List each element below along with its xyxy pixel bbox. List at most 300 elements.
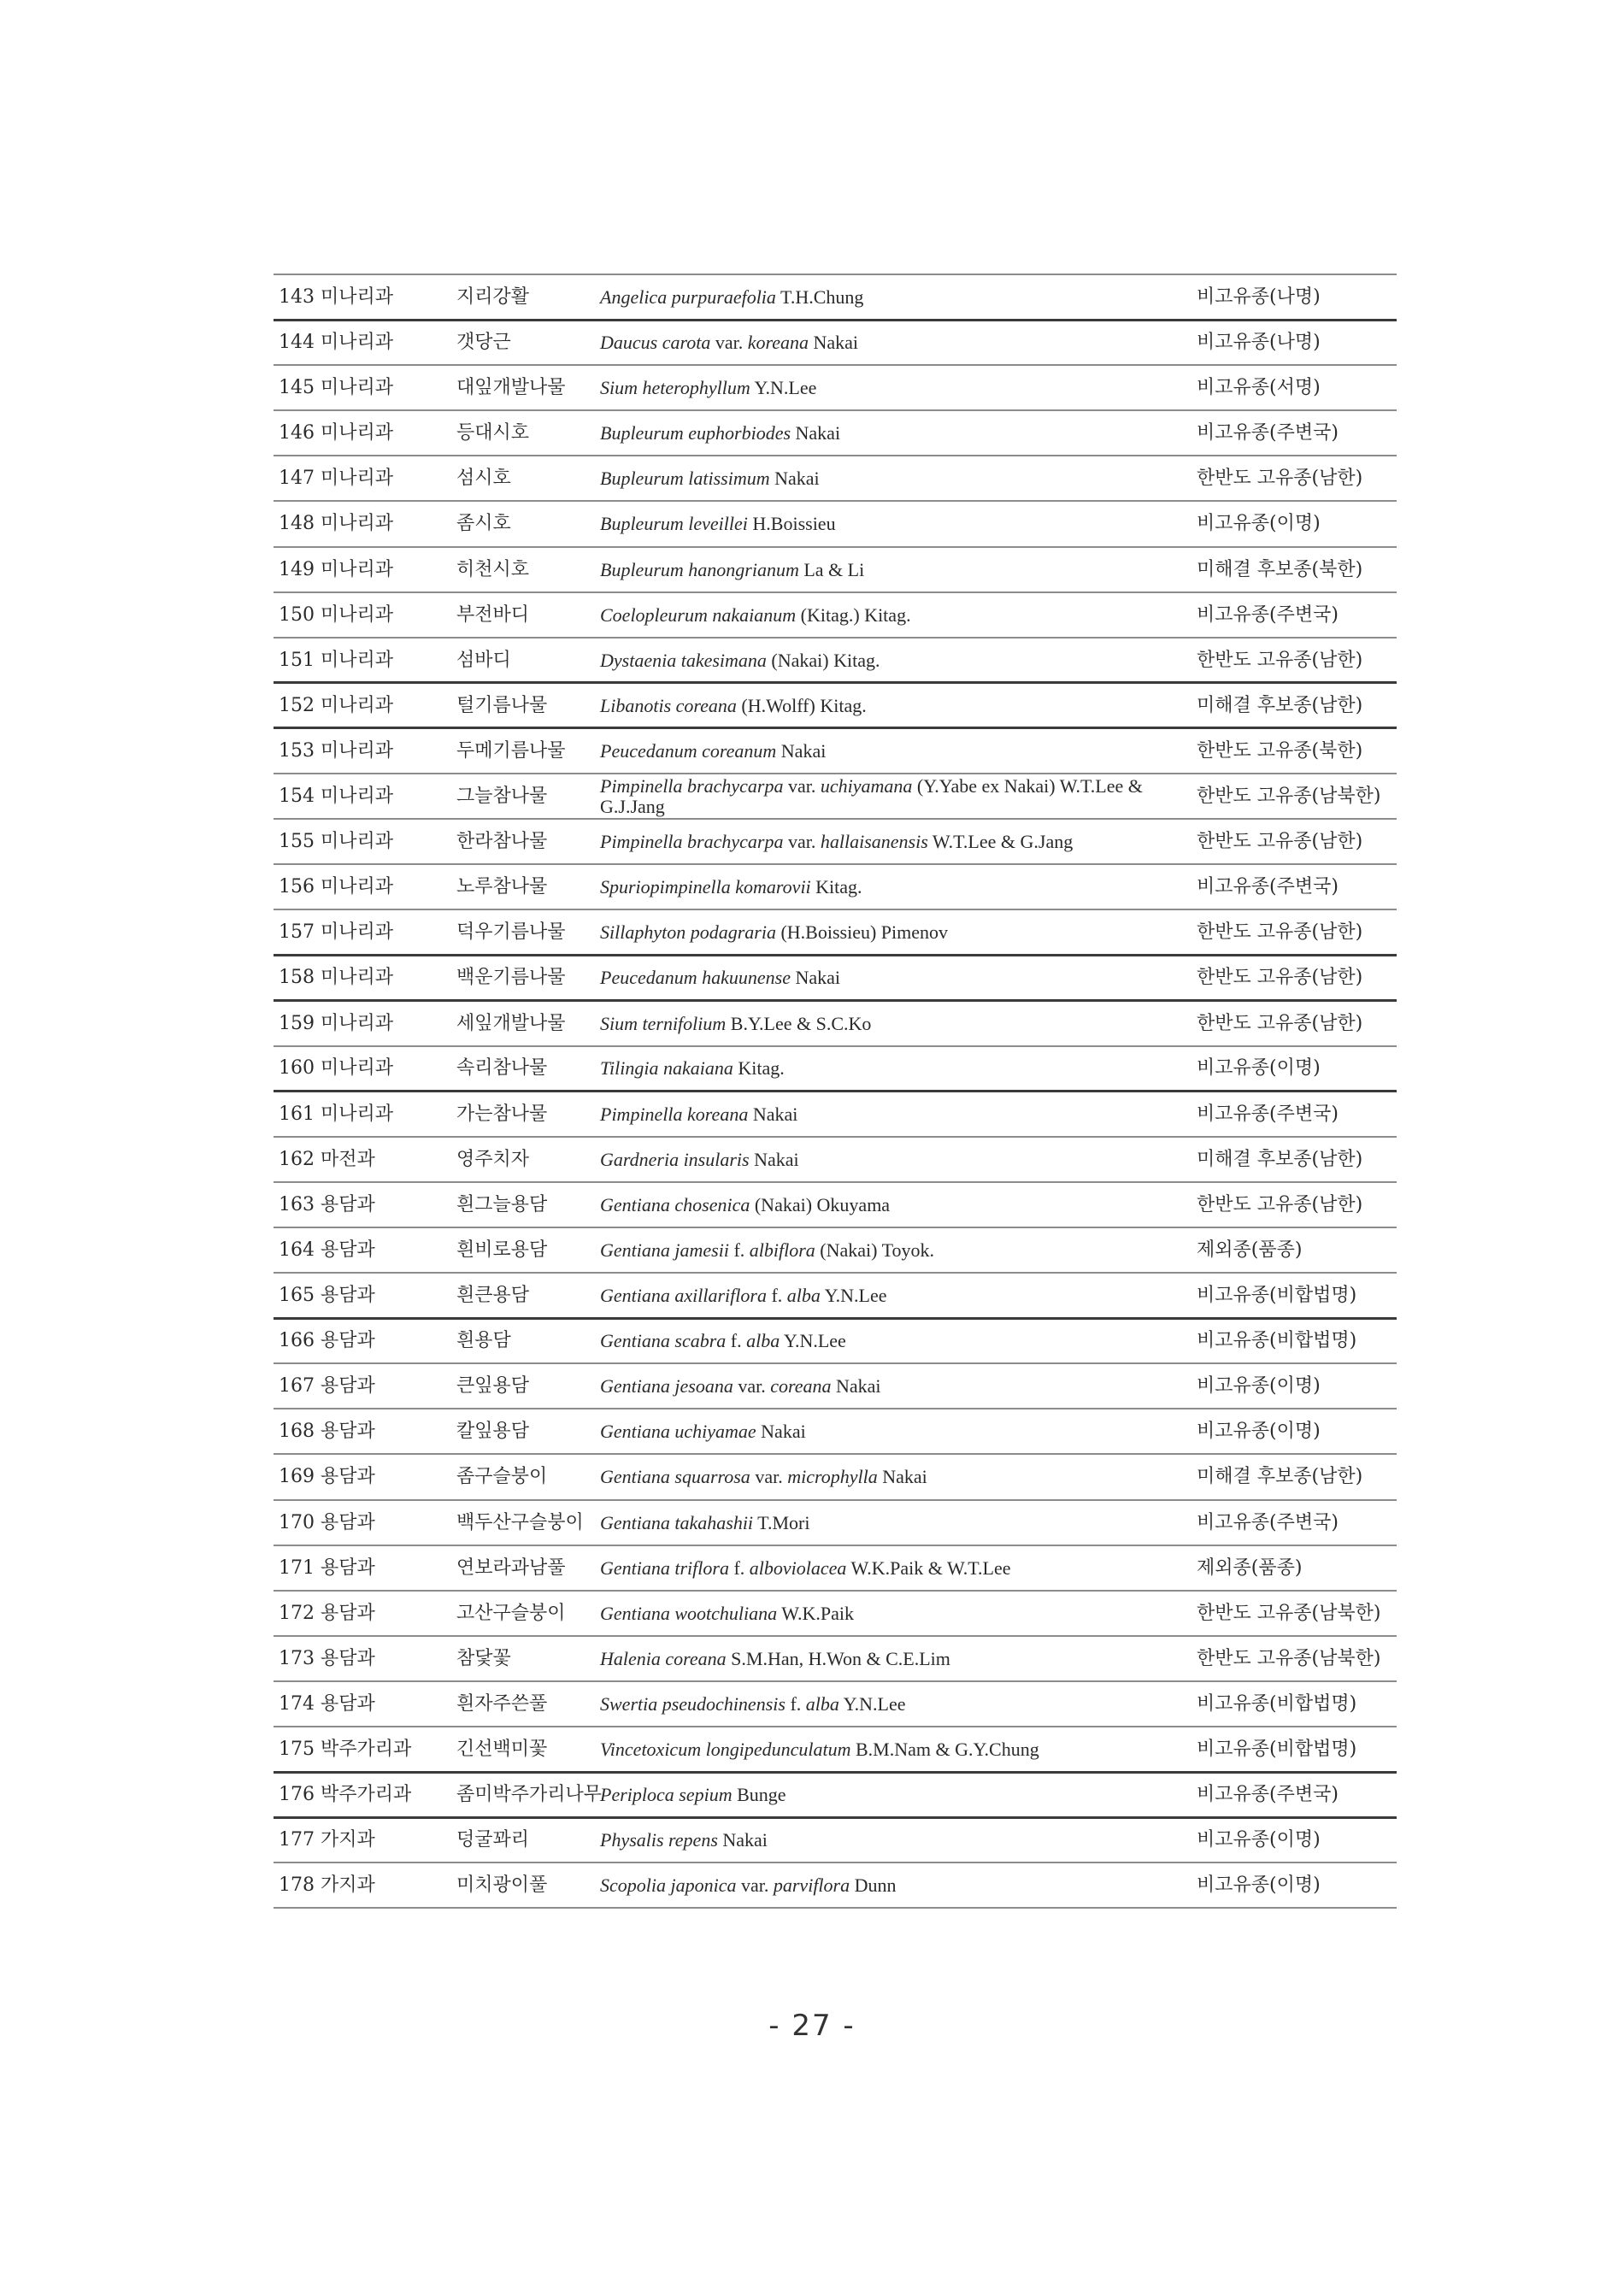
korean-name: 흰그늘용담	[456, 1193, 548, 1215]
family-name: 용담과	[321, 1647, 375, 1669]
korean-name: 그늘참나물	[456, 786, 548, 808]
row-number: 178	[279, 1874, 315, 1897]
rank-marker: var.	[710, 332, 748, 354]
endemic-status: 비고유종(나명)	[1197, 332, 1321, 354]
number-family-cell	[274, 1454, 453, 1499]
korean-name: 속리참나물	[456, 1057, 548, 1080]
endemic-status: 한반도 고유종(남한)	[1197, 921, 1363, 944]
scientific-name: Bupleurum hanongrianum	[600, 558, 799, 580]
number-family-cell	[274, 1363, 453, 1409]
rank-marker: var.	[783, 830, 821, 852]
number-family-cell	[274, 1227, 453, 1273]
status-cell	[1193, 1227, 1397, 1273]
status-cell	[1193, 456, 1397, 501]
scientific-name: Libanotis coreana	[600, 694, 737, 716]
infraspecific-epithet: koreana	[747, 332, 809, 354]
scientific-name: Daucus carota	[600, 332, 711, 354]
row-number: 151	[279, 649, 315, 671]
scientific-name: Gentiana chosenica	[600, 1193, 750, 1215]
number-family-cell	[274, 456, 453, 501]
korean-name: 연보라과남풀	[456, 1556, 566, 1579]
species-table-body	[274, 274, 1397, 1908]
number-family-cell	[274, 955, 453, 1000]
korean-name: 섬시호	[456, 468, 511, 490]
korean-name: 흰큰용담	[456, 1284, 530, 1306]
family-name: 박주가리과	[321, 1784, 412, 1806]
scientific-name: Bupleurum latissimum	[600, 468, 770, 490]
korean-name: 덕우기름나물	[456, 921, 566, 944]
scientific-name: Vincetoxicum longipedunculatum	[600, 1738, 851, 1760]
row-number: 153	[279, 740, 315, 762]
status-cell	[1193, 365, 1397, 410]
status-cell	[1193, 1454, 1397, 1499]
status-cell	[1193, 728, 1397, 774]
rank-marker: var.	[736, 1874, 774, 1897]
endemic-status: 비고유종(주변국)	[1197, 1103, 1339, 1125]
row-number: 154	[279, 786, 315, 808]
status-cell	[1193, 1182, 1397, 1227]
page-number: - 27 -	[768, 2009, 856, 2043]
korean-name: 백두산구슬붕이	[456, 1511, 584, 1533]
korean-name: 영주치자	[456, 1148, 530, 1170]
scientific-name-cell	[597, 1318, 1193, 1363]
table-row	[274, 728, 1397, 774]
korean-name-cell	[453, 1636, 597, 1681]
status-cell	[1193, 1092, 1397, 1137]
infraspecific-epithet: hallaisanensis	[820, 830, 928, 852]
row-number: 148	[279, 513, 315, 535]
scientific-name: Dystaenia takesimana	[600, 649, 767, 671]
endemic-status: 미해결 후보종(남한)	[1197, 694, 1363, 716]
family-name: 미나리과	[321, 377, 394, 399]
status-cell	[1193, 638, 1397, 683]
status-cell	[1193, 592, 1397, 638]
table-row	[274, 592, 1397, 638]
number-family-cell	[274, 1500, 453, 1545]
scientific-name-cell	[597, 1636, 1193, 1681]
korean-name-cell	[453, 1591, 597, 1636]
korean-name-cell	[453, 1137, 597, 1182]
table-row	[274, 1092, 1397, 1137]
scientific-name-cell	[597, 410, 1193, 456]
row-number: 144	[279, 332, 315, 354]
table-row	[274, 456, 1397, 501]
author-citation: Nakai	[769, 468, 820, 490]
scientific-name-cell	[597, 683, 1193, 728]
row-number: 171	[279, 1556, 315, 1579]
row-number: 162	[279, 1148, 315, 1170]
endemic-status: 미해결 후보종(남한)	[1197, 1466, 1363, 1488]
table-row	[274, 1817, 1397, 1862]
korean-name-cell	[453, 592, 597, 638]
korean-name-cell	[453, 1001, 597, 1046]
scientific-name-cell	[597, 365, 1193, 410]
author-citation: Nakai	[809, 332, 859, 354]
korean-name: 노루참나물	[456, 876, 548, 898]
endemic-status: 비고유종(비합법명)	[1197, 1692, 1357, 1715]
scientific-name-cell	[597, 501, 1193, 546]
family-name: 용담과	[321, 1556, 375, 1579]
species-table	[274, 274, 1397, 1909]
row-number: 163	[279, 1193, 315, 1215]
scientific-name: Peucedanum hakuunense	[600, 967, 791, 989]
status-cell	[1193, 1001, 1397, 1046]
table-row	[274, 1636, 1397, 1681]
korean-name: 백운기름나물	[456, 967, 566, 989]
row-number: 146	[279, 422, 315, 444]
family-name: 미나리과	[321, 967, 394, 989]
row-number: 170	[279, 1511, 315, 1533]
family-name: 미나리과	[321, 603, 394, 626]
row-number: 145	[279, 377, 315, 399]
table-row	[274, 1137, 1397, 1182]
family-name: 미나리과	[321, 649, 394, 671]
scientific-name-cell	[597, 1273, 1193, 1318]
korean-name-cell	[453, 1454, 597, 1499]
number-family-cell	[274, 909, 453, 955]
author-citation: (Nakai) Toyok.	[815, 1239, 934, 1261]
infraspecific-epithet: albiflora	[749, 1239, 815, 1261]
scientific-name: Angelica purpuraefolia	[600, 285, 776, 308]
table-row	[274, 1500, 1397, 1545]
row-number: 161	[279, 1103, 315, 1125]
family-name: 용담과	[321, 1330, 375, 1352]
table-row	[274, 1862, 1397, 1908]
scientific-name: Periploca sepium	[600, 1784, 733, 1806]
status-cell	[1193, 1318, 1397, 1363]
row-number: 157	[279, 921, 315, 944]
status-cell	[1193, 955, 1397, 1000]
number-family-cell	[274, 274, 453, 320]
korean-name-cell	[453, 1772, 603, 1817]
korean-name-cell	[453, 728, 597, 774]
infraspecific-epithet: coreana	[770, 1375, 832, 1398]
table-row	[274, 1591, 1397, 1636]
korean-name: 미치광이풀	[456, 1874, 548, 1897]
korean-name-cell	[453, 547, 597, 592]
scientific-name-cell	[597, 1681, 1193, 1727]
korean-name: 흰자주쓴풀	[456, 1692, 548, 1715]
scientific-name: Pimpinella koreana	[600, 1103, 749, 1125]
korean-name-cell	[453, 1817, 597, 1862]
scientific-name-cell	[597, 274, 1193, 320]
author-citation: S.M.Han, H.Won & C.E.Lim	[726, 1647, 950, 1669]
table-row	[274, 274, 1397, 320]
row-number: 173	[279, 1647, 315, 1669]
table-row	[274, 1001, 1397, 1046]
status-cell	[1193, 864, 1397, 909]
endemic-status: 한반도 고유종(남한)	[1197, 1012, 1363, 1034]
author-citation: Nakai	[717, 1829, 768, 1851]
scientific-name: Gentiana axillariflora	[600, 1284, 767, 1306]
number-family-cell	[274, 819, 453, 864]
scientific-name-cell	[597, 1591, 1193, 1636]
endemic-status: 제외종(품종)	[1197, 1239, 1303, 1261]
scientific-name-cell	[597, 1363, 1193, 1409]
status-cell	[1193, 1137, 1397, 1182]
family-name: 미나리과	[321, 285, 394, 308]
family-name: 용담과	[321, 1421, 375, 1443]
scientific-name-cell	[597, 1545, 1193, 1591]
number-family-cell	[274, 1591, 453, 1636]
author-citation: W.K.Paik & W.T.Lee	[846, 1556, 1011, 1579]
author-citation: La & Li	[798, 558, 865, 580]
author-citation: Y.N.Lee	[780, 1330, 846, 1352]
status-cell	[1193, 683, 1397, 728]
scientific-name: Gentiana jesoana	[600, 1375, 733, 1398]
table-row	[274, 1727, 1397, 1772]
number-family-cell	[274, 1046, 453, 1092]
author-citation: (Y.Yabe ex Nakai) W.T.Lee & G.J.Jang	[600, 774, 1143, 817]
author-citation: Dunn	[850, 1874, 897, 1897]
author-citation: B.Y.Lee & S.C.Ko	[726, 1012, 872, 1034]
scientific-name: Gardneria insularis	[600, 1148, 750, 1170]
row-number: 168	[279, 1421, 315, 1443]
table-row	[274, 1318, 1397, 1363]
korean-name: 덩굴꽈리	[456, 1829, 530, 1851]
family-name: 미나리과	[321, 558, 394, 580]
korean-name: 섬바디	[456, 649, 511, 671]
korean-name: 큰잎용담	[456, 1375, 530, 1398]
status-cell	[1193, 410, 1397, 456]
scientific-name: Bupleurum leveillei	[600, 513, 748, 535]
scientific-name: Gentiana uchiyamae	[600, 1421, 756, 1443]
number-family-cell	[274, 1318, 453, 1363]
scientific-name-cell	[597, 1454, 1193, 1499]
scientific-name: Sium heterophyllum	[600, 377, 750, 399]
korean-name: 좀미박주가리나무	[456, 1784, 603, 1806]
endemic-status: 한반도 고유종(남한)	[1197, 1193, 1363, 1215]
endemic-status: 한반도 고유종(남북한)	[1197, 786, 1381, 808]
family-name: 미나리과	[321, 1057, 394, 1080]
korean-name: 갯당근	[456, 332, 511, 354]
rank-marker: f.	[785, 1692, 806, 1715]
scientific-name: Peucedanum coreanum	[600, 740, 777, 762]
infraspecific-epithet: alba	[786, 1284, 821, 1306]
scientific-name-cell	[597, 1817, 1193, 1862]
scientific-name-cell	[597, 1409, 1193, 1454]
scientific-name: Gentiana squarrosa	[600, 1466, 750, 1488]
author-citation: Kitag.	[733, 1057, 785, 1080]
scientific-name-cell	[597, 1727, 1193, 1772]
author-citation: B.M.Nam & G.Y.Chung	[850, 1738, 1039, 1760]
scientific-name-cell	[597, 728, 1193, 774]
family-name: 미나리과	[321, 694, 394, 716]
scientific-name-cell	[597, 955, 1193, 1000]
family-name: 박주가리과	[321, 1738, 412, 1760]
scientific-name-cell	[597, 774, 1193, 819]
korean-name-cell	[453, 955, 597, 1000]
korean-name: 흰비로용담	[456, 1239, 548, 1261]
korean-name-cell	[453, 1318, 597, 1363]
row-number: 156	[279, 876, 315, 898]
korean-name-cell	[453, 1409, 597, 1454]
scientific-name: Sillaphyton podagraria	[600, 921, 776, 944]
scientific-name: Scopolia japonica	[600, 1874, 737, 1897]
table-row	[274, 1046, 1397, 1092]
korean-name-cell	[453, 456, 597, 501]
korean-name: 한라참나물	[456, 831, 548, 853]
rank-marker: f.	[726, 1330, 747, 1352]
number-family-cell	[274, 1182, 453, 1227]
korean-name: 대잎개발나물	[456, 377, 566, 399]
korean-name-cell	[453, 1681, 597, 1727]
author-citation: Nakai	[749, 1148, 799, 1170]
endemic-status: 제외종(품종)	[1197, 1556, 1303, 1579]
scientific-name-cell	[597, 1500, 1193, 1545]
status-cell	[1193, 1817, 1397, 1862]
status-cell	[1193, 1545, 1397, 1591]
scientific-name-cell	[597, 909, 1193, 955]
number-family-cell	[274, 1772, 453, 1817]
status-cell	[1193, 909, 1397, 955]
table-row	[274, 1363, 1397, 1409]
author-citation: Nakai	[790, 967, 841, 989]
number-family-cell	[274, 1727, 453, 1772]
endemic-status: 비고유종(이명)	[1197, 1057, 1321, 1080]
endemic-status: 미해결 후보종(남한)	[1197, 1148, 1363, 1170]
scientific-name-cell	[597, 1182, 1193, 1227]
scientific-name-cell	[597, 456, 1193, 501]
scientific-name-cell	[597, 864, 1193, 909]
author-citation: Kitag.	[810, 876, 862, 898]
family-name: 미나리과	[321, 876, 394, 898]
family-name: 용담과	[321, 1239, 375, 1261]
infraspecific-epithet: alboviolacea	[749, 1556, 847, 1579]
scientific-name: Physalis repens	[600, 1829, 718, 1851]
family-name: 용담과	[321, 1375, 375, 1398]
author-citation: T.H.Chung	[775, 285, 864, 308]
number-family-cell	[274, 1636, 453, 1681]
endemic-status: 비고유종(서명)	[1197, 377, 1321, 399]
scientific-name: Swertia pseudochinensis	[600, 1692, 786, 1715]
endemic-status: 비고유종(비합법명)	[1197, 1284, 1357, 1306]
endemic-status: 비고유종(주변국)	[1197, 603, 1339, 626]
status-cell	[1193, 1046, 1397, 1092]
infraspecific-epithet: microphylla	[787, 1466, 878, 1488]
endemic-status: 비고유종(나명)	[1197, 285, 1321, 308]
endemic-status: 비고유종(이명)	[1197, 1874, 1321, 1897]
family-name: 용담과	[321, 1602, 375, 1624]
row-number: 167	[279, 1375, 315, 1398]
status-cell	[1193, 274, 1397, 320]
status-cell	[1193, 1772, 1397, 1817]
author-citation: Nakai	[776, 740, 827, 762]
row-number: 166	[279, 1330, 315, 1352]
korean-name-cell	[453, 1046, 597, 1092]
author-citation: Bunge	[732, 1784, 786, 1806]
number-family-cell	[274, 1001, 453, 1046]
scientific-name-cell	[597, 1227, 1193, 1273]
status-cell	[1193, 1681, 1397, 1727]
scientific-name: Halenia coreana	[600, 1647, 727, 1669]
endemic-status: 한반도 고유종(남북한)	[1197, 1647, 1381, 1669]
family-name: 가지과	[321, 1874, 375, 1897]
number-family-cell	[274, 728, 453, 774]
korean-name: 부전바디	[456, 603, 530, 626]
status-cell	[1193, 1591, 1397, 1636]
endemic-status: 비고유종(이명)	[1197, 1421, 1321, 1443]
number-family-cell	[274, 1137, 453, 1182]
scientific-name-cell	[597, 1046, 1193, 1092]
author-citation: (H.Boissieu) Pimenov	[775, 921, 949, 944]
rank-marker: f.	[766, 1284, 787, 1306]
scientific-name: Pimpinella brachycarpa	[600, 774, 784, 797]
korean-name-cell	[453, 1182, 597, 1227]
scientific-name: Gentiana triflora	[600, 1556, 729, 1579]
status-cell	[1193, 1727, 1397, 1772]
scientific-name-cell	[597, 1092, 1193, 1137]
author-citation: Nakai	[791, 422, 841, 444]
number-family-cell	[274, 1862, 453, 1908]
number-family-cell	[274, 774, 453, 819]
number-family-cell	[274, 1409, 453, 1454]
korean-name: 고산구슬붕이	[456, 1602, 566, 1624]
author-citation: Nakai	[831, 1375, 881, 1398]
scientific-name: Gentiana takahashii	[600, 1511, 754, 1533]
scientific-name-cell	[597, 1001, 1193, 1046]
korean-name: 가는참나물	[456, 1103, 548, 1125]
status-cell	[1193, 819, 1397, 864]
endemic-status: 비고유종(이명)	[1197, 1829, 1321, 1851]
table-row	[274, 1182, 1397, 1227]
korean-name-cell	[453, 1273, 597, 1318]
table-row	[274, 365, 1397, 410]
korean-name: 흰용담	[456, 1330, 511, 1352]
scientific-name-cell	[597, 1862, 1193, 1908]
number-family-cell	[274, 547, 453, 592]
korean-name: 등대시호	[456, 422, 530, 444]
table-row	[274, 1772, 1397, 1817]
infraspecific-epithet: uchiyamana	[820, 774, 913, 797]
row-number: 169	[279, 1466, 315, 1488]
family-name: 미나리과	[321, 468, 394, 490]
author-citation: Nakai	[877, 1466, 927, 1488]
author-citation: (Kitag.) Kitag.	[796, 603, 911, 626]
table-row	[274, 1681, 1397, 1727]
korean-name-cell	[453, 819, 597, 864]
endemic-status: 비고유종(주변국)	[1197, 1784, 1339, 1806]
row-number: 175	[279, 1738, 315, 1760]
author-citation: W.T.Lee & G.Jang	[927, 830, 1074, 852]
family-name: 용담과	[321, 1193, 375, 1215]
family-name: 미나리과	[321, 1012, 394, 1034]
number-family-cell	[274, 592, 453, 638]
korean-name-cell	[453, 1862, 597, 1908]
korean-name-cell	[453, 683, 597, 728]
row-number: 176	[279, 1784, 315, 1806]
scientific-name-cell	[597, 320, 1193, 365]
endemic-status: 한반도 고유종(북한)	[1197, 740, 1363, 762]
korean-name-cell	[453, 1363, 597, 1409]
author-citation: Nakai	[756, 1421, 806, 1443]
author-citation: H.Boissieu	[747, 513, 836, 535]
korean-name: 털기름나물	[456, 694, 548, 716]
korean-name-cell	[453, 501, 597, 546]
korean-name: 세잎개발나물	[456, 1012, 566, 1034]
family-name: 용담과	[321, 1284, 375, 1306]
author-citation: (Nakai) Kitag.	[766, 649, 880, 671]
endemic-status: 한반도 고유종(남한)	[1197, 831, 1363, 853]
endemic-status: 비고유종(주변국)	[1197, 422, 1339, 444]
table-row	[274, 774, 1397, 819]
scientific-name: Tilingia nakaiana	[600, 1057, 733, 1080]
korean-name: 참닻꽃	[456, 1647, 511, 1669]
korean-name-cell	[453, 909, 597, 955]
status-cell	[1193, 1363, 1397, 1409]
korean-name-cell	[453, 410, 597, 456]
scientific-name: Spuriopimpinella komarovii	[600, 876, 811, 898]
